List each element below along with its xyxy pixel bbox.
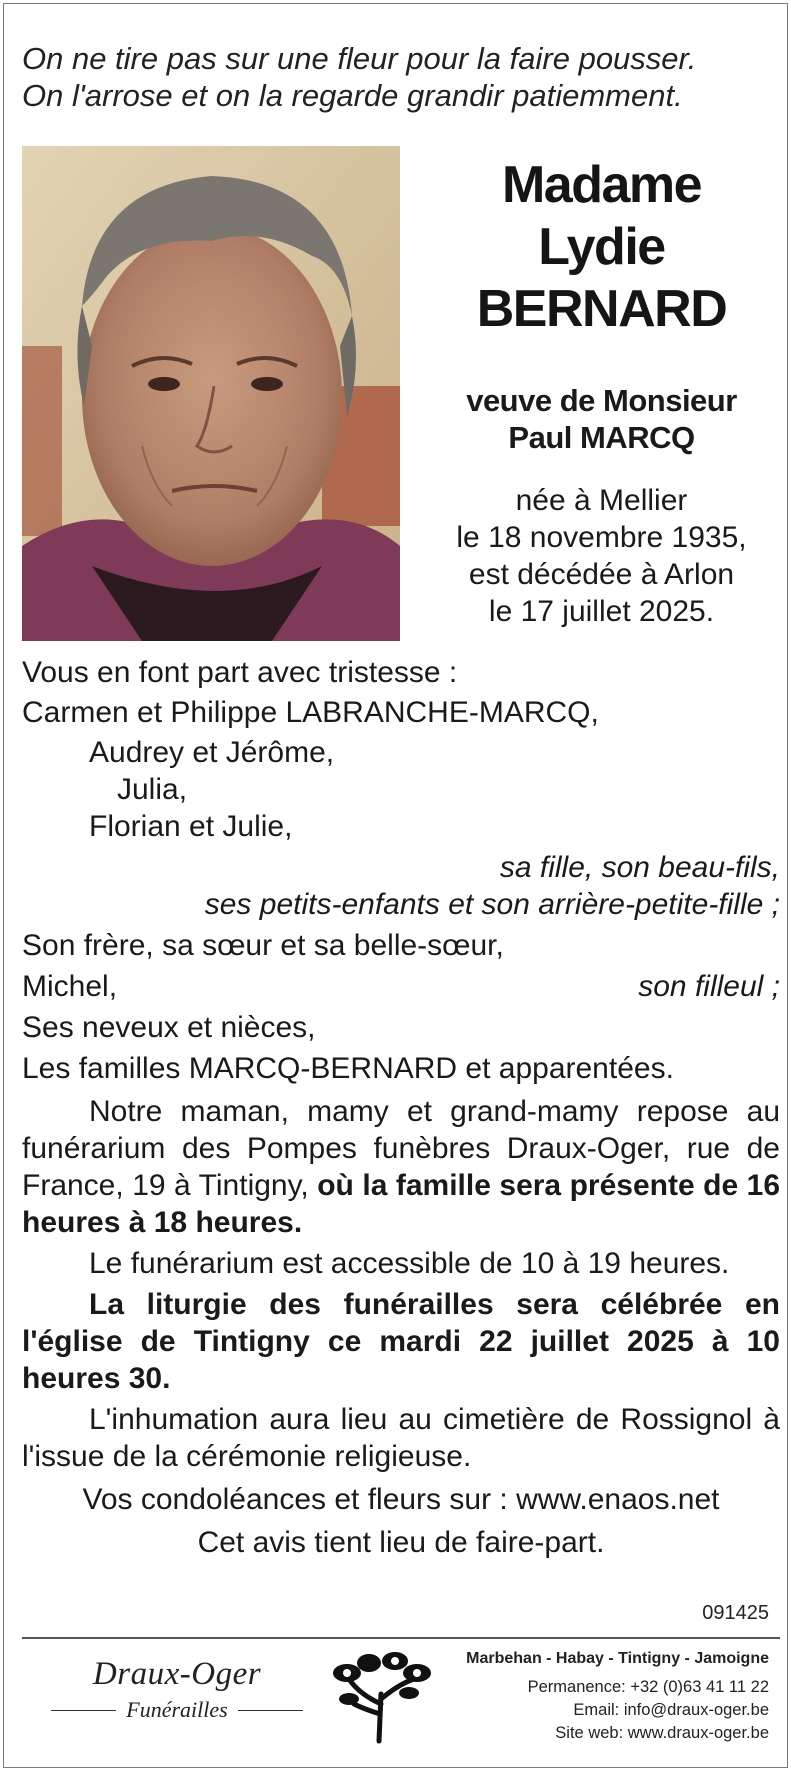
first-name: Lydie <box>538 218 665 276</box>
family-line: Les familles MARCQ-BERNARD et apparentées. <box>22 1052 674 1085</box>
last-name: BERNARD <box>476 280 727 338</box>
birth-death-info <box>424 482 779 630</box>
birth-date: le 18 novembre 1935, <box>456 521 747 554</box>
paragraph-visitation <box>22 1093 780 1241</box>
phone: Permanence: +32 (0)63 41 11 22 <box>527 1678 769 1696</box>
family-line: Audrey et Jérôme, <box>89 736 335 769</box>
website: Site web: www.draux-oger.be <box>555 1724 769 1742</box>
paragraph-liturgy: La liturgie des funérailles sera célébrée en l'église de Tintigny ce mardi 22 juillet 2025 à 10 heures 30. <box>22 1288 780 1395</box>
funeral-home-brand <box>42 1656 312 1723</box>
reference-number: 091425 <box>702 1602 769 1624</box>
tree-logo-icon <box>329 1649 439 1744</box>
birth-place: née à Mellier <box>515 484 688 517</box>
title: Madame <box>501 156 702 214</box>
locations: Marbehan - Habay - Tintigny - Jamoigne <box>466 1650 769 1667</box>
deceased-info <box>424 146 779 630</box>
brand-sub-label: Funérailles <box>126 1697 228 1722</box>
notice-body <box>22 654 780 1561</box>
family-line: Son frère, sa sœur et sa belle-sœur, <box>22 929 504 962</box>
death-date: le 17 juillet 2025. <box>488 595 715 628</box>
family-line: Michel, <box>22 970 118 1003</box>
paragraph-burial: L'inhumation aura lieu au cimetière de Rossignol à l'issue de la cérémonie religieuse. <box>22 1403 780 1473</box>
family-line: Ses neveux et nièces, <box>22 1011 316 1044</box>
faire-part-line: Cet avis tient lieu de faire-part. <box>197 1526 605 1559</box>
divider-line <box>238 1710 303 1711</box>
widow-line-2: Paul MARCQ <box>508 420 695 455</box>
relation-label: ses petits-enfants et son arrière-petite-fille ; <box>204 888 780 921</box>
portrait-photo <box>22 146 400 641</box>
opening-quote <box>22 40 782 114</box>
relation-label: son filleul ; <box>638 970 780 1003</box>
portrait-illustration <box>22 146 400 641</box>
deceased-name <box>424 154 779 340</box>
family-line: Florian et Julie, <box>89 810 293 843</box>
visitation-text: Notre maman, mamy et grand-mamy repose au funérarium des Pompes funèbres Draux-Oger, rue de France, 19 à Tintigny, <box>22 1095 780 1202</box>
relation-label: sa fille, son beau-fils, <box>499 851 780 884</box>
family-line: Carmen et Philippe LABRANCHE-MARCQ, <box>22 696 599 729</box>
obituary-notice <box>3 3 788 1768</box>
brand-subtitle <box>42 1697 312 1723</box>
condolences-line: Vos condoléances et fleurs sur : www.enaos.net <box>82 1483 720 1516</box>
quote-line-2: On l'arrose et on la regarde grandir patiemment. <box>22 78 683 113</box>
paragraph-funerarium-hours: Le funérarium est accessible de 10 à 19 heures. <box>89 1247 730 1280</box>
quote-line-1: On ne tire pas sur une fleur pour la faire pousser. <box>22 41 697 76</box>
widow-of <box>424 382 779 456</box>
widow-line-1: veuve de Monsieur <box>466 383 737 418</box>
funeral-home-contact <box>429 1647 769 1745</box>
death-place: est décédée à Arlon <box>468 558 735 591</box>
footer-divider <box>22 1637 780 1639</box>
family-line: Julia, <box>117 773 188 806</box>
divider-line <box>51 1710 116 1711</box>
email: Email: info@draux-oger.be <box>573 1701 769 1719</box>
visitation-hours: où la famille sera présente de 16 heures à 18 heures. <box>22 1169 780 1239</box>
family-row <box>22 968 780 1005</box>
brand-name: Draux-Oger <box>92 1656 262 1692</box>
family-intro: Vous en font part avec tristesse : <box>22 656 458 689</box>
